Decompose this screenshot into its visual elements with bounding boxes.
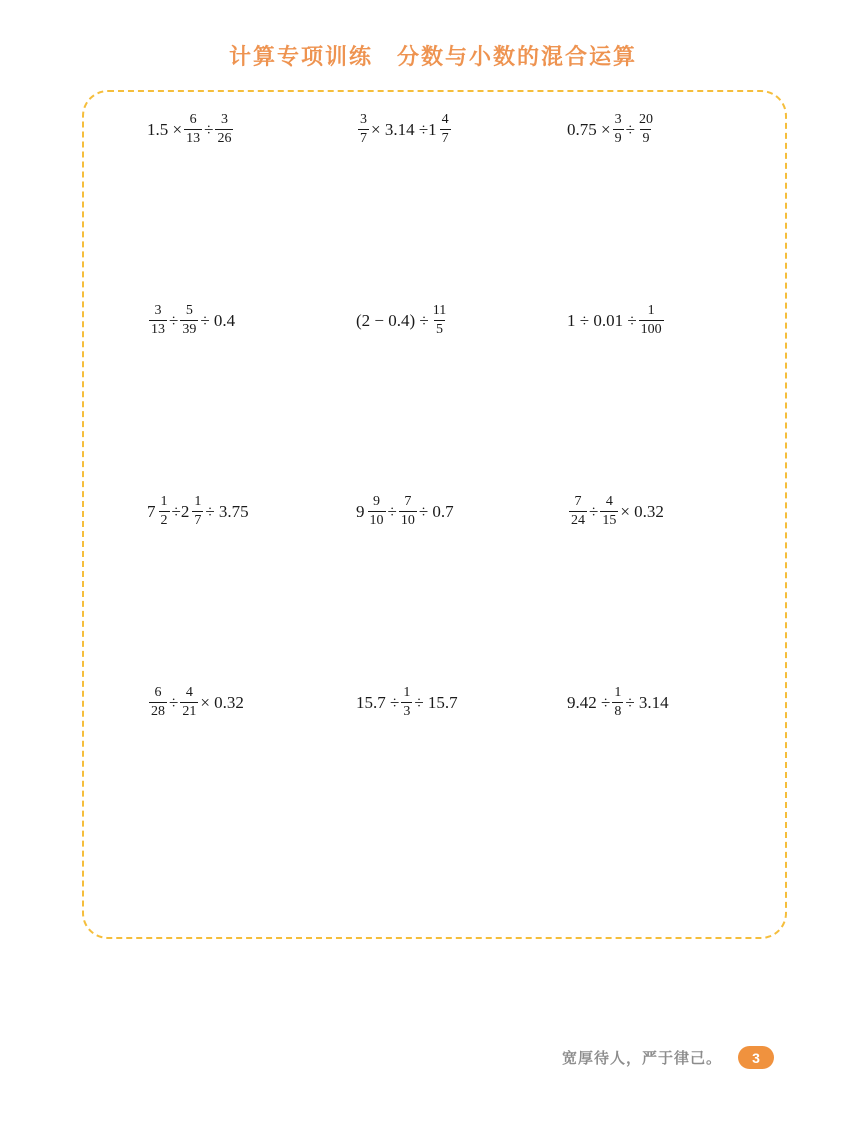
fraction-denominator: 100 xyxy=(640,321,662,337)
fraction-numerator: 1 xyxy=(160,493,168,509)
fraction-denominator: 39 xyxy=(182,321,197,337)
fraction-denominator: 26 xyxy=(217,130,232,146)
fraction-denominator: 28 xyxy=(151,703,165,719)
math-text: ÷ 0.7 xyxy=(418,502,454,521)
fraction xyxy=(637,113,655,146)
fraction xyxy=(215,113,233,146)
fraction-denominator: 15 xyxy=(602,512,617,528)
math-text: ÷ xyxy=(387,502,397,521)
fraction-numerator: 1 xyxy=(194,493,202,509)
problem-expression xyxy=(567,301,666,341)
fraction xyxy=(358,113,369,146)
math-text: ÷ 3.75 xyxy=(205,502,249,521)
fraction-denominator: 13 xyxy=(151,321,165,337)
fraction xyxy=(184,113,202,146)
fraction-numerator: 3 xyxy=(220,111,228,127)
fraction xyxy=(159,495,170,528)
mixed-number-whole: 2 xyxy=(180,502,190,521)
page-footer xyxy=(562,1046,774,1069)
fraction-denominator: 13 xyxy=(186,130,201,146)
math-text: ÷ xyxy=(625,120,635,139)
math-text: ÷ xyxy=(169,311,179,330)
fraction-numerator: 11 xyxy=(432,302,447,318)
fraction-numerator: 7 xyxy=(574,493,582,509)
fraction-denominator: 3 xyxy=(403,703,411,719)
fraction-numerator: 3 xyxy=(154,302,162,318)
mixed-number-whole: 9 xyxy=(356,502,365,521)
math-text: 15.7 ÷ xyxy=(356,693,400,712)
fraction-denominator: 9 xyxy=(614,130,622,146)
fraction-denominator: 7 xyxy=(360,130,367,146)
fraction-denominator: 10 xyxy=(369,512,384,528)
fraction-numerator: 7 xyxy=(404,493,412,509)
problem-expression xyxy=(356,301,450,341)
math-text: ÷ xyxy=(171,502,181,521)
problem-expression xyxy=(356,110,453,150)
problem-expression xyxy=(147,683,244,723)
page-title: 计算专项训练 分数与小数的混合运算 xyxy=(228,44,637,69)
fraction xyxy=(600,495,618,528)
math-text: 1.5 × xyxy=(147,120,183,139)
math-text: (2 − 0.4) ÷ xyxy=(356,311,429,330)
math-text: ÷ xyxy=(169,693,179,712)
fraction-numerator: 4 xyxy=(185,684,193,700)
fraction xyxy=(192,495,203,528)
fraction xyxy=(149,686,167,719)
math-text: × 0.32 xyxy=(200,693,244,712)
mixed-number xyxy=(428,111,453,147)
fraction-numerator: 3 xyxy=(614,111,622,127)
fraction-numerator: 9 xyxy=(373,493,380,509)
math-text: ÷ xyxy=(204,120,214,139)
fraction xyxy=(368,495,386,528)
fraction xyxy=(431,304,448,337)
fraction-numerator: 1 xyxy=(647,302,655,318)
fraction-denominator: 24 xyxy=(571,512,585,528)
problem-expression xyxy=(147,110,235,150)
mixed-number xyxy=(147,493,172,529)
fraction xyxy=(639,304,664,337)
fraction-numerator: 20 xyxy=(638,111,653,127)
fraction xyxy=(180,686,198,719)
fraction-denominator: 8 xyxy=(614,703,622,719)
fraction-denominator: 21 xyxy=(182,703,197,719)
math-text: 1 ÷ 0.01 ÷ xyxy=(567,311,637,330)
fraction-denominator: 10 xyxy=(400,512,415,528)
fraction-numerator: 1 xyxy=(614,684,622,700)
fraction-numerator: 6 xyxy=(154,684,162,700)
math-text: ÷ 15.7 xyxy=(414,693,458,712)
math-text: × 3.14 ÷ xyxy=(371,120,429,139)
fraction-denominator: 7 xyxy=(441,130,449,146)
problem-expression xyxy=(567,683,669,723)
math-text: 9.42 ÷ xyxy=(567,693,611,712)
fraction-numerator: 4 xyxy=(605,493,613,509)
math-text: × 0.32 xyxy=(620,502,664,521)
problem-expression xyxy=(356,492,454,532)
math-text: ÷ 3.14 xyxy=(625,693,669,712)
fraction-numerator: 6 xyxy=(189,111,197,127)
mixed-number xyxy=(180,493,206,529)
problem-expression xyxy=(147,301,235,341)
mixed-number-whole: 1 xyxy=(428,120,437,139)
fraction xyxy=(612,686,623,719)
problem-expression xyxy=(567,492,664,532)
fraction-denominator: 2 xyxy=(160,512,168,528)
fraction xyxy=(149,304,167,337)
fraction-numerator: 3 xyxy=(360,111,367,127)
fraction xyxy=(399,495,417,528)
math-text: ÷ 0.4 xyxy=(200,311,236,330)
fraction-denominator: 5 xyxy=(435,321,443,337)
math-text: 0.75 × xyxy=(567,120,611,139)
fraction-denominator: 7 xyxy=(194,512,202,528)
mixed-number xyxy=(356,493,388,529)
fraction xyxy=(569,495,587,528)
footer-motto: 宽厚待人，严于律己。 xyxy=(561,1051,722,1067)
fraction xyxy=(440,113,451,146)
fraction-numerator: 5 xyxy=(185,302,193,318)
page-number-badge: 3 xyxy=(738,1046,774,1069)
problem-expression xyxy=(147,492,249,532)
fraction xyxy=(180,304,198,337)
mixed-number-whole: 7 xyxy=(147,502,156,521)
fraction-denominator: 9 xyxy=(642,130,650,146)
fraction xyxy=(401,686,412,719)
fraction-numerator: 1 xyxy=(403,684,411,700)
fraction-numerator: 4 xyxy=(441,111,449,127)
fraction xyxy=(613,113,624,146)
problem-expression xyxy=(567,110,657,150)
problem-expression xyxy=(356,683,458,723)
math-text: ÷ xyxy=(589,502,599,521)
problems-box xyxy=(82,90,787,939)
